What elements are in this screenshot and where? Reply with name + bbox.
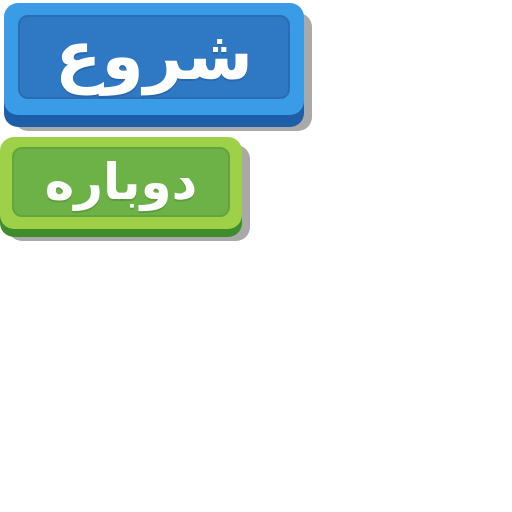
restart-button-panel bbox=[12, 147, 230, 217]
start-button-panel bbox=[18, 15, 290, 99]
start-button-face bbox=[4, 3, 304, 115]
start-button-label: شروع bbox=[55, 17, 253, 96]
restart-button[interactable] bbox=[0, 137, 250, 241]
restart-button-face bbox=[0, 137, 242, 229]
restart-button-label: دوباره bbox=[44, 153, 198, 211]
start-button[interactable] bbox=[4, 3, 312, 131]
